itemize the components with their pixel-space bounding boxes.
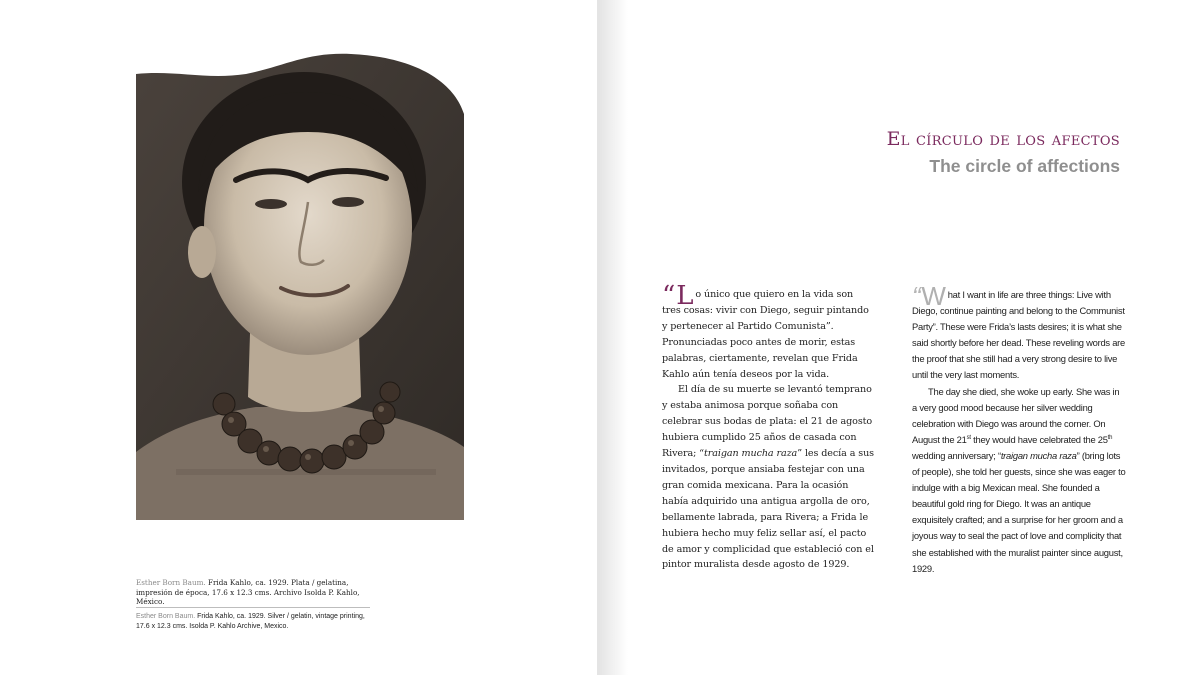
caption-author: Esther Born Baum.	[136, 613, 196, 620]
ordinal-suffix: st	[966, 434, 971, 441]
caption-divider	[136, 607, 370, 608]
paragraph	[912, 281, 1126, 384]
paragraph-text: The day she died, she woke up early. She was in a very good mood because her silver wedding celebration with Diego was around the corner. On August the 21	[912, 385, 1120, 445]
book-gutter	[597, 0, 600, 675]
italic-phrase: traigan mucha raza	[703, 448, 798, 460]
open-quote-mark: “	[662, 281, 676, 311]
section-title-spanish: El círculo de los afectos	[886, 128, 1120, 150]
paragraph-text: o único que quiero en la vida son tres cosas: vivir con Diego, seguir pintando y pertenecer al Partido Comunista”. Pronunciadas poco antes de morir, estas palabras, ciertamente, revelan que Frida Kahlo aún tenía deseos por la vida.	[662, 289, 869, 380]
drop-cap: W	[921, 281, 946, 311]
caption-text: Frida Kahlo, ca. 1929. Plata / gelatina, impresión de época, 17.6 x 12.3 cms. Archivo Isolda P. Kahlo, México.	[136, 578, 360, 607]
paragraph	[912, 384, 1126, 577]
section-title-english: The circle of affections	[929, 156, 1120, 176]
photo-caption-spanish	[136, 578, 376, 607]
caption-author: Esther Born Baum.	[136, 578, 206, 587]
caption-text: Frida Kahlo, ca. 1929. Silver / gelatin, vintage printing, 17.6 x 12.3 cms. Isolda P. Kahlo Archive, Mexico.	[136, 613, 365, 630]
open-quote-mark: “	[912, 281, 921, 311]
text-column-english	[912, 281, 1126, 577]
portrait-photo	[136, 52, 464, 520]
text-column-spanish	[662, 281, 874, 573]
portrait-photo-icon	[136, 52, 464, 520]
photo-caption-english	[136, 612, 376, 631]
paragraph-text: El día de su muerte se levantó temprano y estaba animosa porque soñaba con celebrar sus bodas de plata: el 21 de agosto hubiera cumplido 25 años de casada con Rivera; “	[662, 384, 873, 460]
paragraph	[662, 281, 874, 382]
paragraph-text: wedding anniversary; “	[912, 449, 1001, 461]
italic-phrase: traigan mucha raza	[1000, 449, 1077, 461]
drop-cap: L	[676, 281, 694, 311]
paragraph-text: ” (bring lots of people), she told her guests, since she was eager to indulge with a big Mexican meal. She founded a beautiful gold ring for Diego. It was an antique exquisitely crafted; and a surprise for her groom and a joyous way to seal the pact of love and complicity that she established with the muralist painter since august, 1929.	[912, 449, 1126, 574]
paragraph	[662, 382, 874, 573]
paragraph-text: they would have celebrated the 25	[970, 433, 1108, 445]
paragraph-text: hat I want in life are three things: Live with Diego, continue painting and belong to the Communist Party”. These were Frida’s lasts desires; it is what she said shortly before her dead. These reveling words are the proof that she still had a very strong desire to live until the very last moments.	[912, 289, 1126, 381]
paragraph-text: ” les decía a sus invitados, porque ansiaba festejar con una gran comida mexicana. Para la ocasión había adquirido una antigua argolla de oro, bellamente labrada, para Rivera; a Frida le hubiera hecho muy feliz sellar así, el pacto de amor y complicidad que estableció con el pintor muralista desde agosto de 1929.	[662, 448, 874, 571]
ordinal-suffix: th	[1107, 434, 1113, 441]
